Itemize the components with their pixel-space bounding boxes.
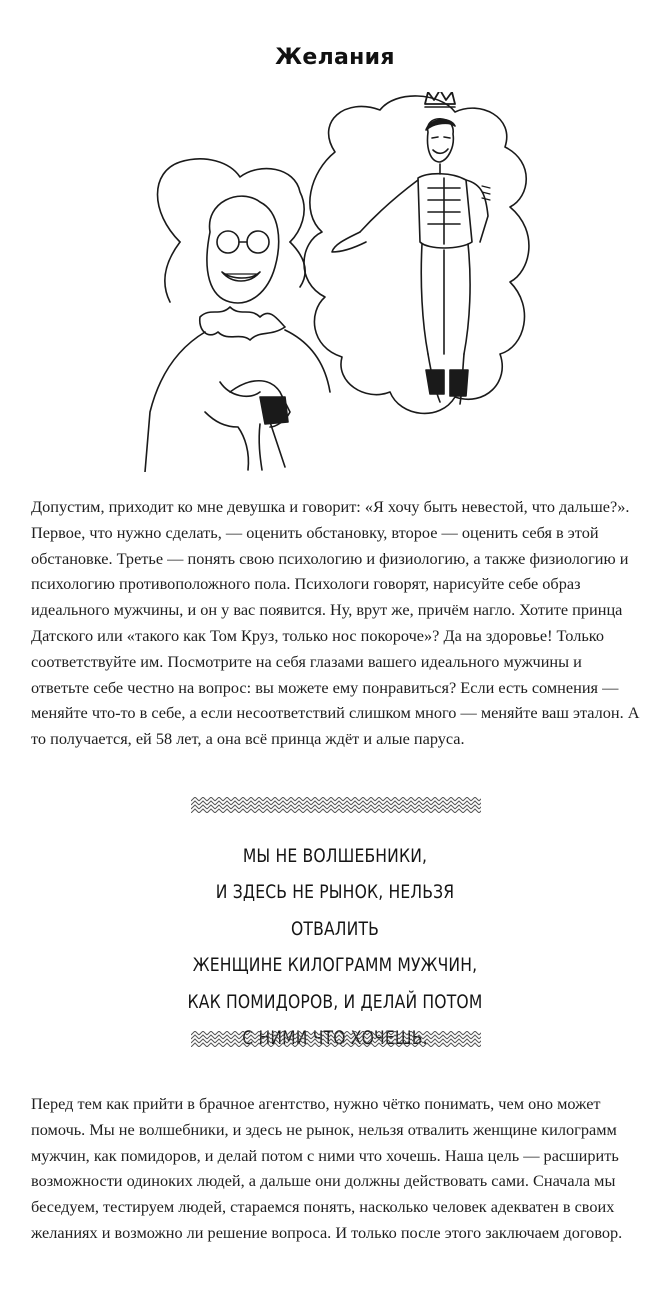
intro-paragraph: Допустим, приходит ко мне девушка и говорит: «Я хочу быть невестой, что дальше?». Первое, что нужно сделать, — оценить обстановку, второе — оценить себя в этой обстановке. Третье — понять свою психологию и физиологию, а также физиологию и психологию противоположного пола. Психологи говорят, нарисуйте себе образ идеального мужчины, и он у вас появится. Ну, врут же, причём нагло. Хотите принца Датского или «такого как Том Круз, только нос покороче»? Да на здоровье! Только соответствуйте им. Посмотрите на себя глазами вашего идеального мужчины и ответьте себе честно на вопрос: вы можете ему понравиться? Если есть сомнения — меняйте что-то в себе, а если несоответствий слишком много — меняйте ваш эталон. А то получается, ей 58 лет, а она всё принца ждёт и алые паруса. [31,497,640,749]
decorative-pattern-divider [191,797,481,813]
pull-quote [175,838,495,1056]
agency-paragraph: Перед тем как прийти в брачное агентство, нужно чётко понимать, чем оно может помочь. Мы не волшебники, и здесь не рынок, нельзя отвалить женщине килограмм мужчин, как помидоров, и делай потом с ними что хочешь. Наша цель — расширить возможности одиноких людей, а дальше они должны действовать сами. Сначала мы беседуем, тестируем людей, стараемся понять, насколько человек адекватен в своих желаниях и возможно ли решение вопроса. И только после этого заключаем договор. [31,1094,623,1242]
woman-dreaming-of-prince-illustration [110,92,570,472]
pull-quote-line: МЫ НЕ ВОЛШЕБНИКИ, [242,845,428,867]
pull-quote-line: ЖЕНЩИНЕ КИЛОГРАММ МУЖЧИН, [192,954,478,977]
decorative-pattern-divider [191,1031,481,1047]
page-title: Желания [275,44,395,70]
pull-quote-line: И ЗДЕСЬ НЕ РЫНОК, НЕЛЬЗЯ ОТВАЛИТЬ [215,881,455,940]
pull-quote-line: КАК ПОМИДОРОВ, И ДЕЛАЙ ПОТОМ [187,990,483,1013]
